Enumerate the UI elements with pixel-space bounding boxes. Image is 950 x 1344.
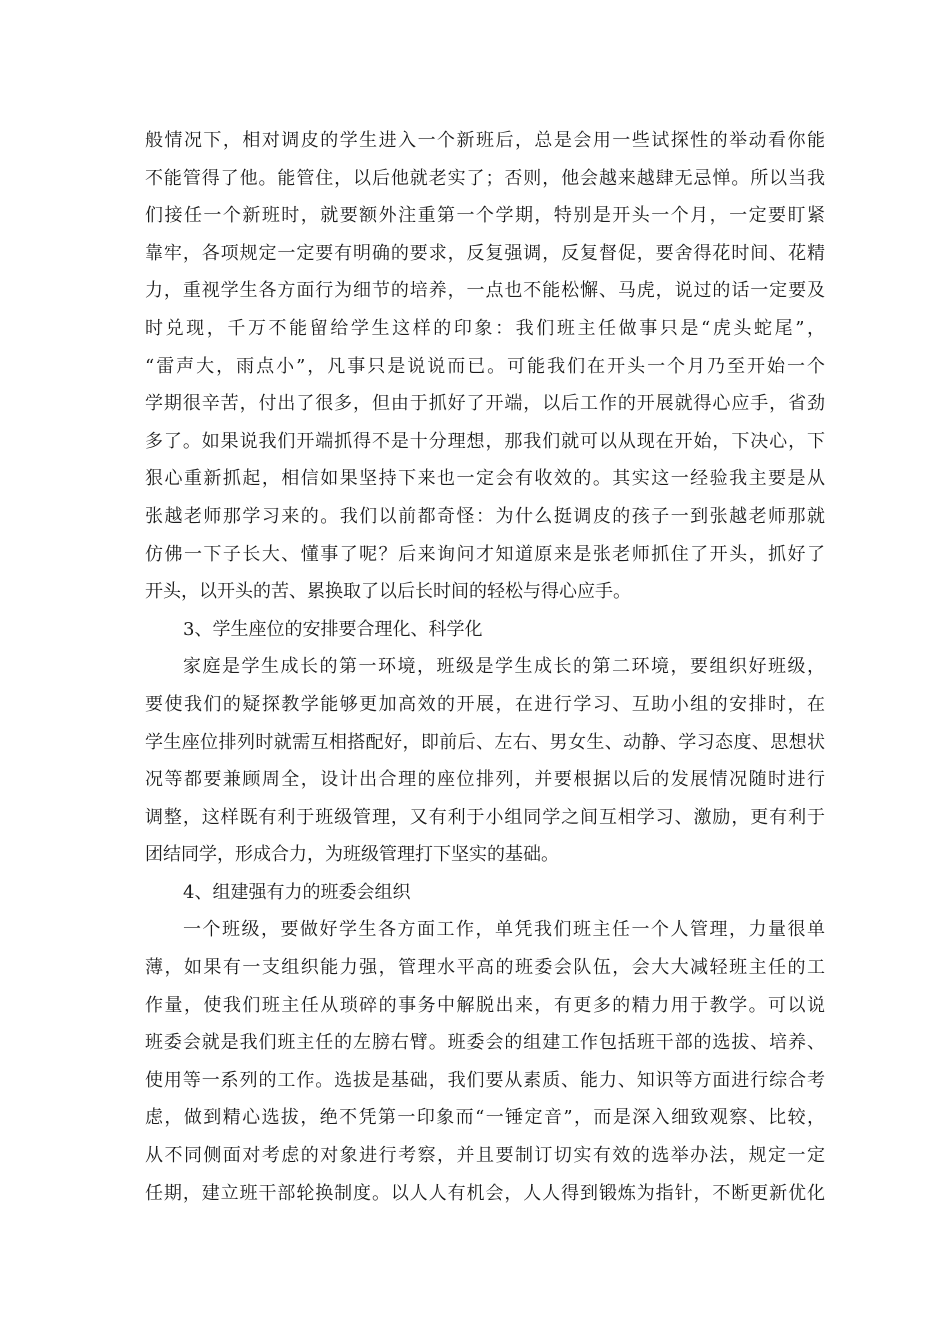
text-line: 不能管得了他。能管住，以后他就老实了；否则，他会越来越肆无忌惮。所以当我 (145, 167, 825, 189)
text-line: 家庭是学生成长的第一环境，班级是学生成长的第二环境，要组织好班级， (183, 656, 825, 678)
text-line: 作量，使我们班主任从琐碎的事务中解脱出来，有更多的精力用于教学。可以说 (145, 994, 825, 1016)
text-line: 使用等一系列的工作。选拔是基础，我们要从素质、能力、知识等方面进行综合考 (145, 1069, 825, 1091)
text-line: 们接任一个新班时，就要额外注重第一个学期，特别是开头一个月，一定要盯紧 (145, 205, 825, 227)
text-line: 学期很辛苦，付出了很多，但由于抓好了开端，以后工作的开展就得心应手，省劲 (145, 393, 825, 415)
text-line: 开头，以开头的苦、累换取了以后长时间的轻松与得心应手。 (145, 581, 631, 603)
text-line: 般情况下，相对调皮的学生进入一个新班后，总是会用一些试探性的举动看你能 (145, 130, 825, 151)
text-line: 调整，这样既有利于班级管理，又有利于小组同学之间互相学习、激励，更有利于 (145, 806, 825, 828)
text-line: 薄，如果有一支组织能力强，管理水平高的班委会队伍，会大大减轻班主任的工 (145, 957, 825, 979)
text-line: 班委会就是我们班主任的左膀右臂。班委会的组建工作包括班干部的选拔、培养、 (145, 1032, 825, 1054)
text-line: 4、组建强有力的班委会组织 (183, 881, 411, 903)
text-line: 况等都要兼顾周全，设计出合理的座位排列，并要根据以后的发展情况随时进行 (145, 769, 825, 791)
text-line: 3、学生座位的安排要合理化、科学化 (183, 618, 483, 640)
text-line: 多了。如果说我们开端抓得不是十分理想，那我们就可以从现在开始，下决心，下 (145, 430, 825, 452)
text-line: 要使我们的疑探教学能够更加高效的开展，在进行学习、互助小组的安排时，在 (145, 693, 825, 715)
body-text (145, 122, 825, 1212)
text-line: “雷声大，雨点小”，凡事只是说说而已。可能我们在开头一个月乃至开始一个 (145, 355, 825, 377)
text-line: 虑，做到精心选拔，绝不凭第一印象而“一锤定音”，而是深入细致观察、比较， (145, 1107, 825, 1129)
text-line: 从不同侧面对考虑的对象进行考察，并且要制订切实有效的选举办法，规定一定 (145, 1145, 825, 1167)
text-line: 时兑现，千万不能留给学生这样的印象：我们班主任做事只是“虎头蛇尾”， (145, 317, 825, 339)
text-line: 力，重视学生各方面行为细节的培养，一点也不能松懈、马虎，说过的话一定要及 (145, 280, 825, 302)
text-line: 学生座位排列时就需互相搭配好，即前后、左右、男女生、动静、学习态度、思想状 (145, 731, 825, 753)
text-line: 一个班级，要做好学生各方面工作，单凭我们班主任一个人管理，力量很单 (183, 919, 825, 941)
text-line: 张越老师那学习来的。我们以前都奇怪：为什么挺调皮的孩子一到张越老师那就 (145, 505, 825, 527)
text-line: 狠心重新抓起，相信如果坚持下来也一定会有收效的。其实这一经验我主要是从 (145, 468, 825, 490)
text-line: 仿佛一下子长大、懂事了呢？后来询问才知道原来是张老师抓住了开头，抓好了 (145, 543, 825, 565)
text-line: 靠牢，各项规定一定要有明确的要求，反复强调，反复督促，要舍得花时间、花精 (145, 242, 825, 264)
text-line: 任期，建立班干部轮换制度。以人人有机会，人人得到锻炼为指针，不断更新优化 (145, 1182, 825, 1204)
text-line: 团结同学，形成合力，为班级管理打下坚实的基础。 (145, 844, 559, 866)
